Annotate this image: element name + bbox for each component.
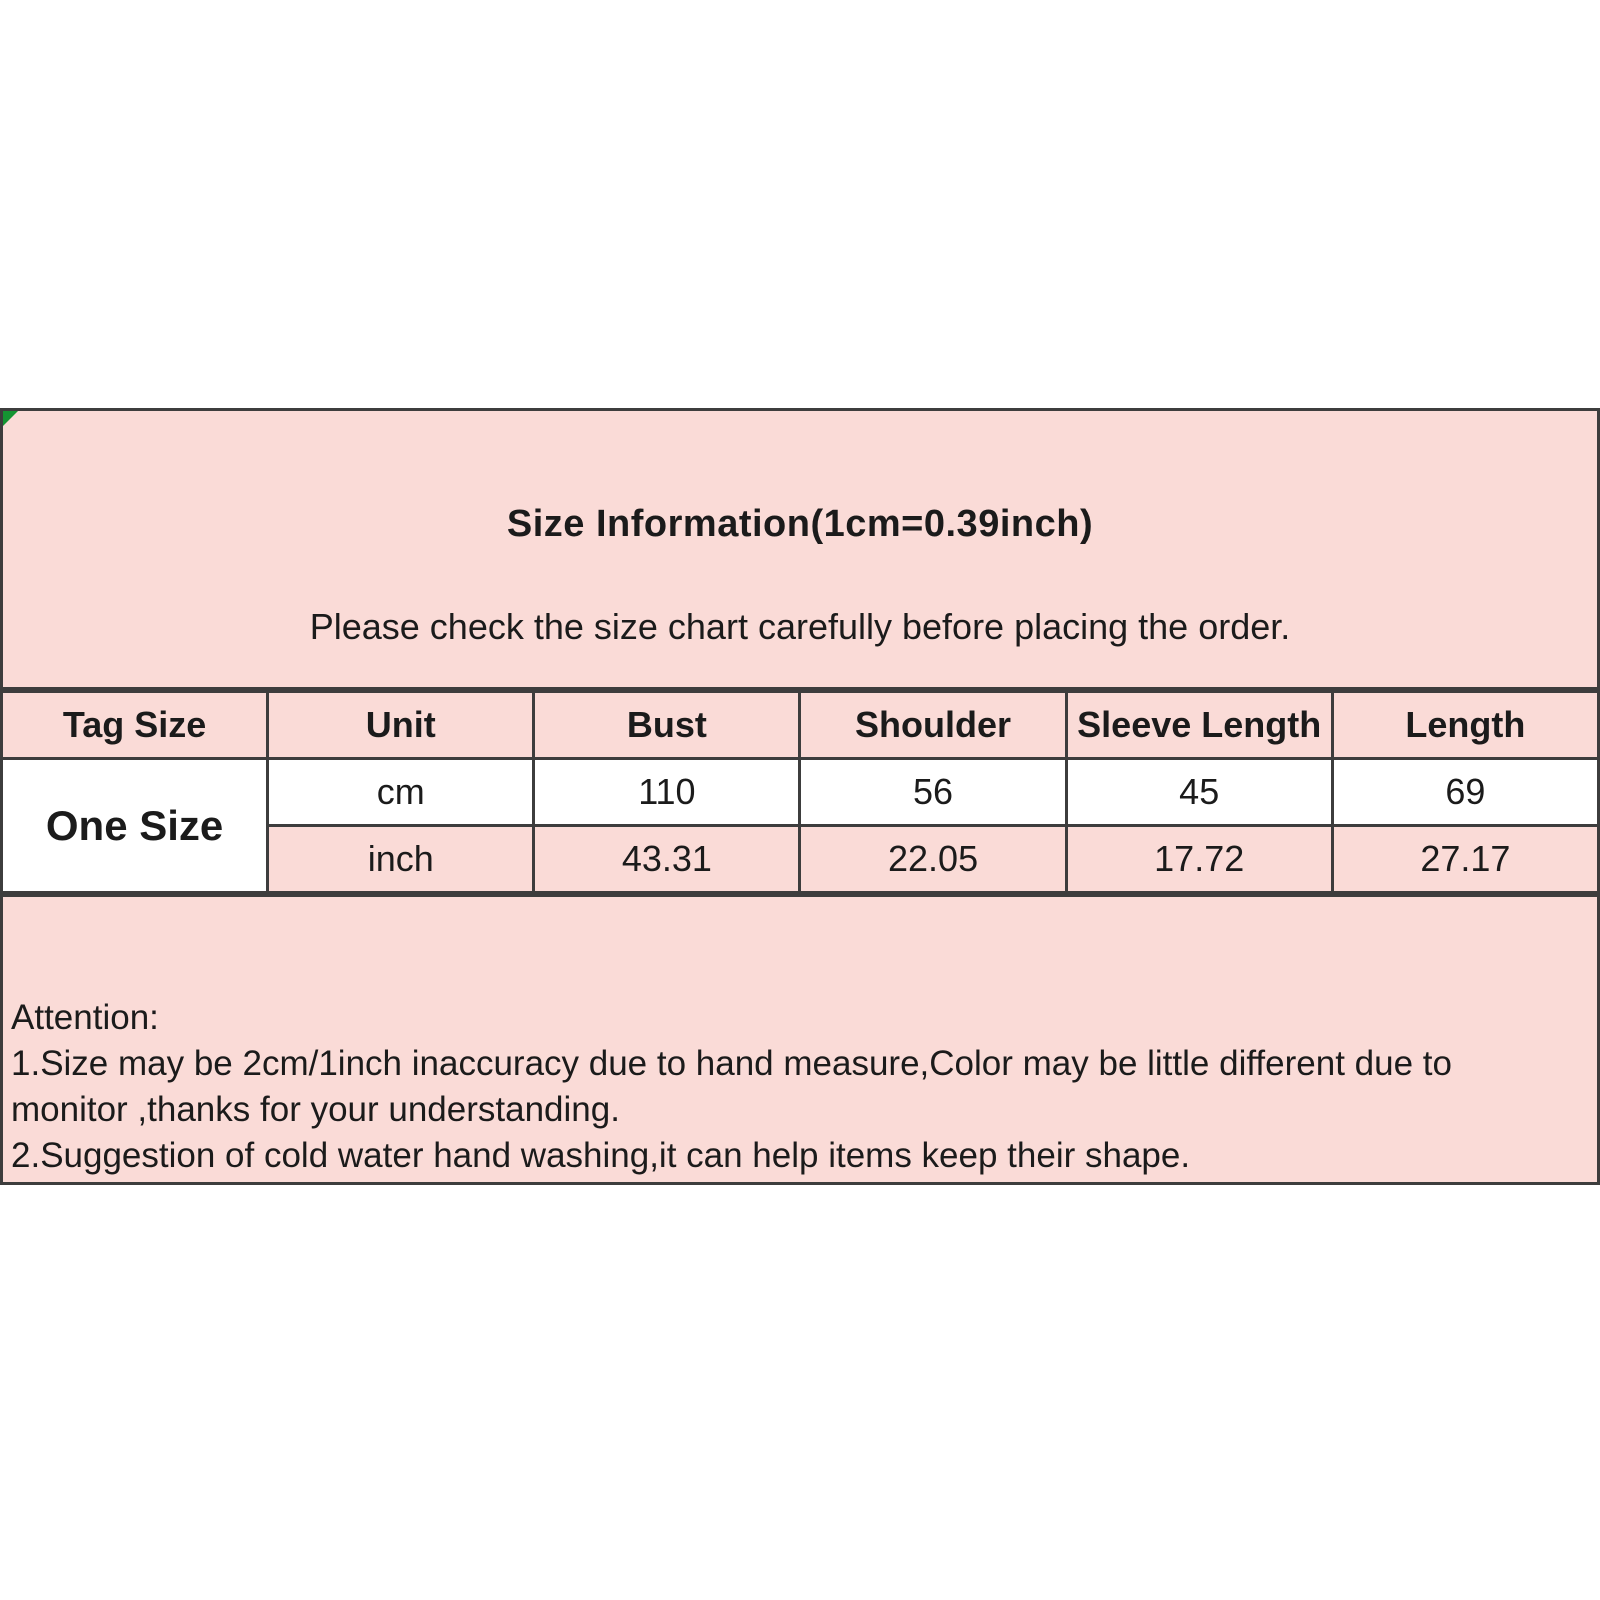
subtitle-note: Please check the size chart carefully before placing the order. [309, 606, 1291, 647]
green-corner-marker-icon [3, 411, 19, 427]
size-chart-content [0, 408, 1600, 1185]
table-row-cm [2, 759, 1599, 826]
cell-cm-shoulder: 56 [800, 759, 1066, 826]
header-cell-sleeve-length: Sleeve Length [1066, 692, 1332, 759]
attention-panel [0, 894, 1600, 1185]
page-title: Size Information(1cm=0.39inch) [506, 503, 1094, 545]
cell-inch-unit: inch [268, 826, 534, 893]
cell-inch-sleeve-length: 17.72 [1066, 826, 1332, 893]
header-cell-bust: Bust [534, 692, 800, 759]
cell-tag-size: One Size [2, 759, 268, 893]
size-table [0, 690, 1600, 894]
header-panel [0, 408, 1600, 690]
table-header-row [2, 692, 1599, 759]
cell-cm-unit: cm [268, 759, 534, 826]
cell-inch-length: 27.17 [1332, 826, 1598, 893]
attention-line-2: monitor ,thanks for your understanding. [11, 1090, 620, 1129]
cell-cm-bust: 110 [534, 759, 800, 826]
attention-heading: Attention: [11, 998, 159, 1037]
header-cell-tag-size: Tag Size [2, 692, 268, 759]
attention-line-1: 1.Size may be 2cm/1inch inaccuracy due to hand measure,Color may be little different due to [11, 1044, 1452, 1083]
header-cell-unit: Unit [268, 692, 534, 759]
cell-inch-shoulder: 22.05 [800, 826, 1066, 893]
cell-inch-bust: 43.31 [534, 826, 800, 893]
cell-cm-length: 69 [1332, 759, 1598, 826]
attention-line-3: 2.Suggestion of cold water hand washing,it can help items keep their shape. [11, 1136, 1191, 1175]
header-cell-shoulder: Shoulder [800, 692, 1066, 759]
cell-cm-sleeve-length: 45 [1066, 759, 1332, 826]
header-cell-length: Length [1332, 692, 1598, 759]
